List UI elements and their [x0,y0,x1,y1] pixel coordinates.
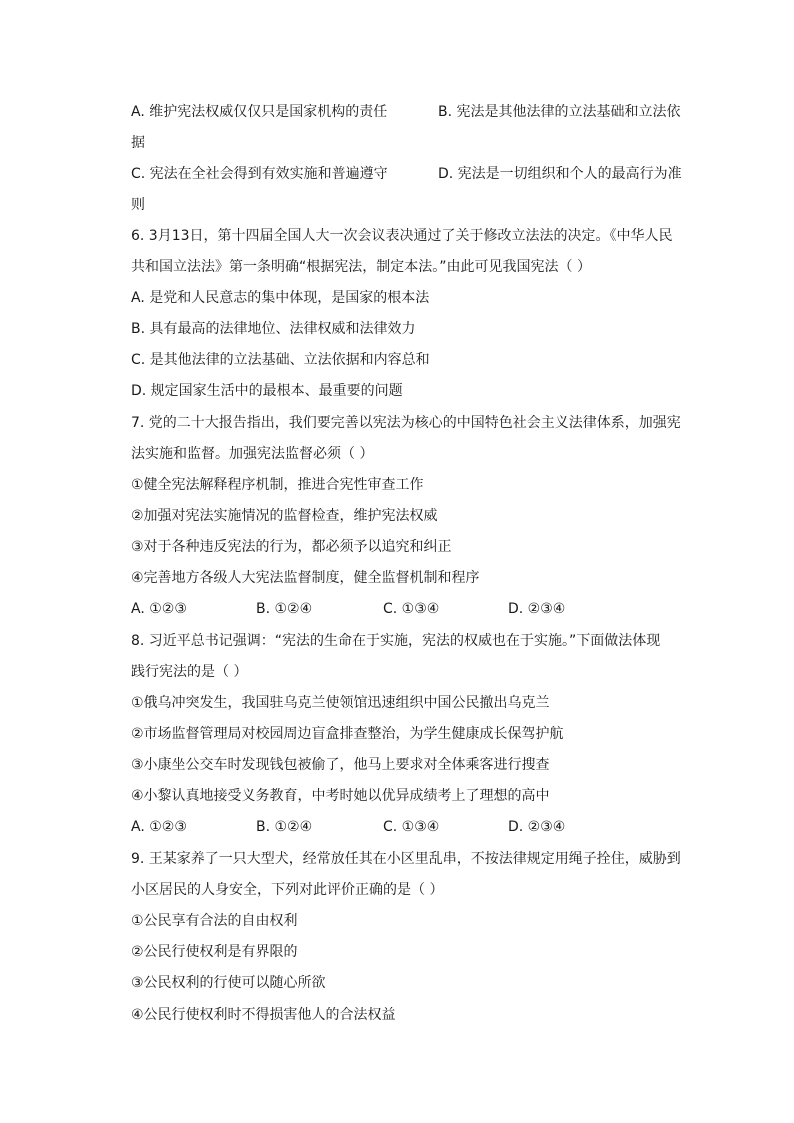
q5-option-a: A. 维护宪法权威仅仅只是国家机构的责任 [131,104,388,120]
q8-statement-1: ①俄乌冲突发生，我国驻乌克兰使领馆迅速组织中国公民撤出乌克兰 [131,695,550,711]
q6-stem-line2: 共和国立法法》第一条明确“根据宪法，制定本法。”由此可见我国宪法（ ） [131,259,591,275]
q6-stem-line1: 6. 3月13日，第十四届全国人大一次会议表决通过了关于修改立法法的决定。《中华人民 [131,228,673,244]
q8-stem-line1: 8. 习近平总书记强调：“宪法的生命在于实施，宪法的权威也在于实施。”下面做法体现 [131,633,661,649]
q8-option-b: B. ①②④ [256,819,313,835]
q8-option-c: C. ①③④ [383,819,440,835]
q5-option-c: C. 宪法在全社会得到有效实施和普遍遵守 [131,166,388,182]
q9-statement-4: ④公民行使权利时不得损害他人的合法权益 [131,1007,396,1023]
q7-stem-line2: 法实施和监督。加强宪法监督必须（ ） [131,446,374,462]
q8-option-d: D. ②③④ [508,819,566,835]
q6-option-b: B. 具有最高的法律地位、法律权威和法律效力 [131,321,416,337]
q5-option-b: B. 宪法是其他法律的立法基础和立法依 [438,104,681,120]
q9-stem-line2: 小区居民的人身安全，下列对此评价正确的是（ ） [131,882,444,898]
q7-statement-3: ③对于各种违反宪法的行为，都必须予以追究和纠正 [131,539,452,555]
q7-option-d: D. ②③④ [508,601,566,617]
q6-option-a: A. 是党和人民意志的集中体现，是国家的根本法 [131,290,430,306]
q7-stem-line1: 7. 党的二十大报告指出，我们要完善以宪法为核心的中国特色社会主义法律体系，加强宪 [131,415,681,431]
q9-statement-1: ①公民享有合法的自由权利 [131,913,298,929]
q5-option-d: D. 宪法是一切组织和个人的最高行为准 [438,166,682,182]
q7-statement-2: ②加强对宪法实施情况的监督检查，维护宪法权威 [131,508,438,524]
q6-option-c: C. 是其他法律的立法基础、立法依据和内容总和 [131,352,430,368]
q8-statement-4: ④小黎认真地接受义务教育，中考时她以优异成绩考上了理想的高中 [131,788,550,804]
q7-option-b: B. ①②④ [256,601,313,617]
q9-statement-2: ②公民行使权利是有界限的 [131,944,298,960]
q9-stem-line1: 9. 王某家养了一只大型犬，经常放任其在小区里乱串，不按法律规定用绳子拴住，威胁到 [131,851,681,867]
q7-option-a: A. ①②③ [131,601,187,617]
q8-statement-2: ②市场监督管理局对校园周边盲盒排查整治，为学生健康成长保驾护航 [131,726,564,742]
q7-statement-4: ④完善地方各级人大宪法监督制度，健全监督机制和程序 [131,570,480,586]
q8-option-a: A. ①②③ [131,819,187,835]
q5-option-b-cont: 据 [131,135,145,151]
q9-statement-3: ③公民权利的行使可以随心所欲 [131,975,326,991]
q6-option-d: D. 规定国家生活中的最根本、最重要的问题 [131,383,403,399]
q5-option-d-cont: 则 [131,197,145,213]
q7-option-c: C. ①③④ [383,601,440,617]
q8-stem-line2: 践行宪法的是（ ） [131,664,248,680]
q7-statement-1: ①健全宪法解释程序机制，推进合宪性审查工作 [131,477,424,493]
q8-statement-3: ③小康坐公交车时发现钱包被偷了，他马上要求对全体乘客进行搜查 [131,757,550,773]
